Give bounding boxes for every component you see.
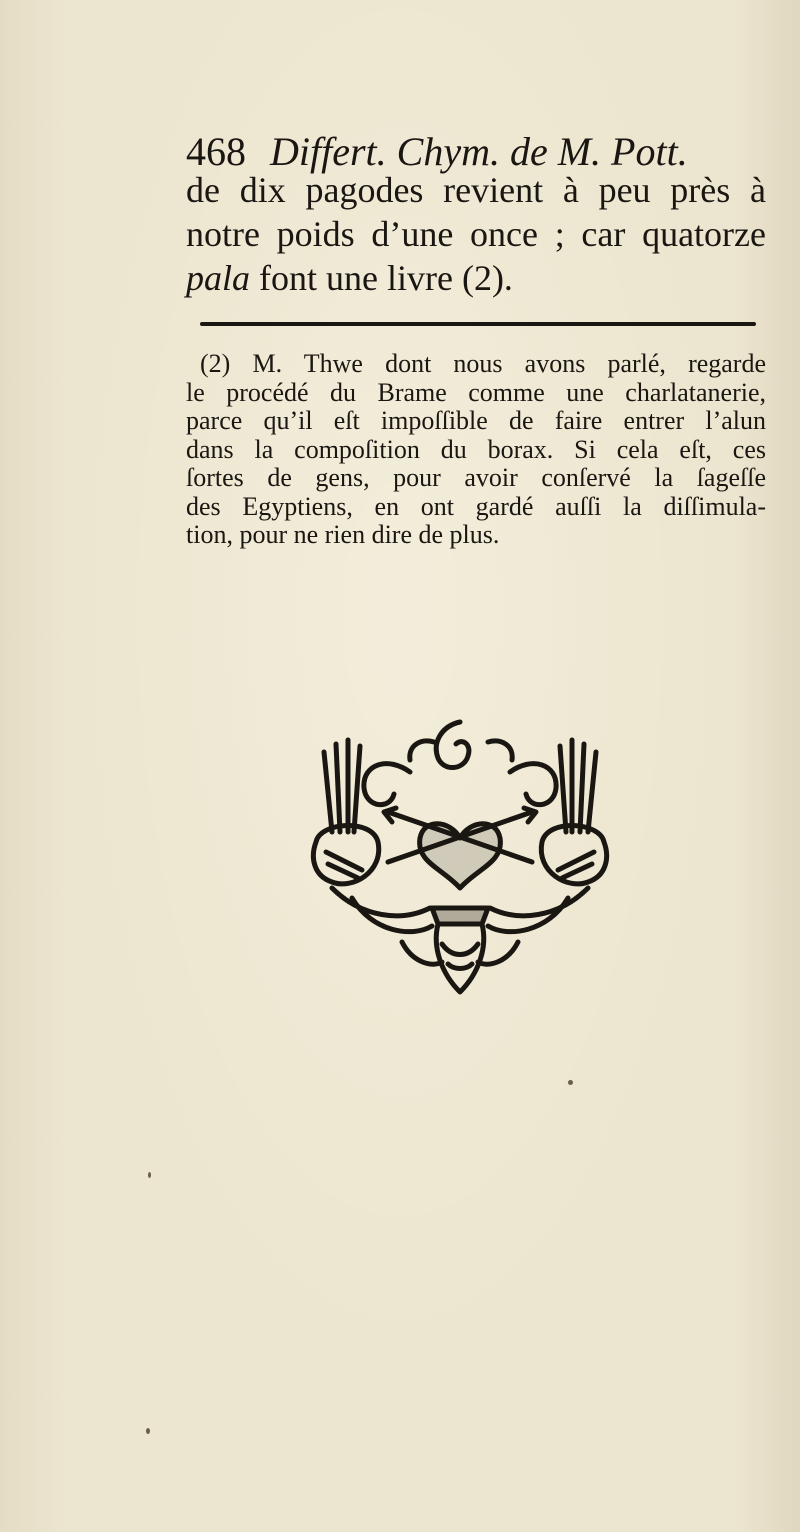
paper-speck (148, 1172, 151, 1178)
footnote-line-2: le procédé du Brame comme une charlatanerie, (186, 377, 766, 407)
main-line-3 (186, 256, 766, 300)
footnote-line-6: des Egyptiens, en ont gardé auſſi la diſſimula- (186, 491, 766, 521)
page-number: 468 (186, 129, 246, 174)
italic-term-pala: pala (186, 258, 251, 298)
main-paragraph (186, 168, 766, 300)
footnote-line-5: ſortes de gens, pour avoir conſervé la ſageſſe (186, 463, 766, 492)
footnote (186, 350, 766, 550)
footnote-line-4: dans la compoſition du borax. Si cela eſt, ces (186, 434, 766, 464)
paper-speck (146, 1428, 150, 1434)
running-title: Differt. Chym. de M. Pott. (270, 129, 688, 174)
main-line-3-rest: font une livre (2). (250, 258, 513, 298)
footnote-line-1: (2) M. Thwe dont nous avons parlé, regarde (200, 349, 766, 378)
main-line-1: de dix pagodes revient à peu près à (186, 170, 766, 210)
floral-ornament-icon (292, 712, 628, 1002)
footnote-separator-rule (200, 322, 756, 326)
footnote-line-3: parce qu’il eſt impoſſible de faire entrer l’alun (186, 406, 766, 435)
main-line-2: notre poids d’une once ; car quatorze (186, 214, 766, 254)
footnote-line-7: tion, pour ne rien dire de plus. (186, 520, 500, 549)
paper-speck (568, 1080, 573, 1085)
